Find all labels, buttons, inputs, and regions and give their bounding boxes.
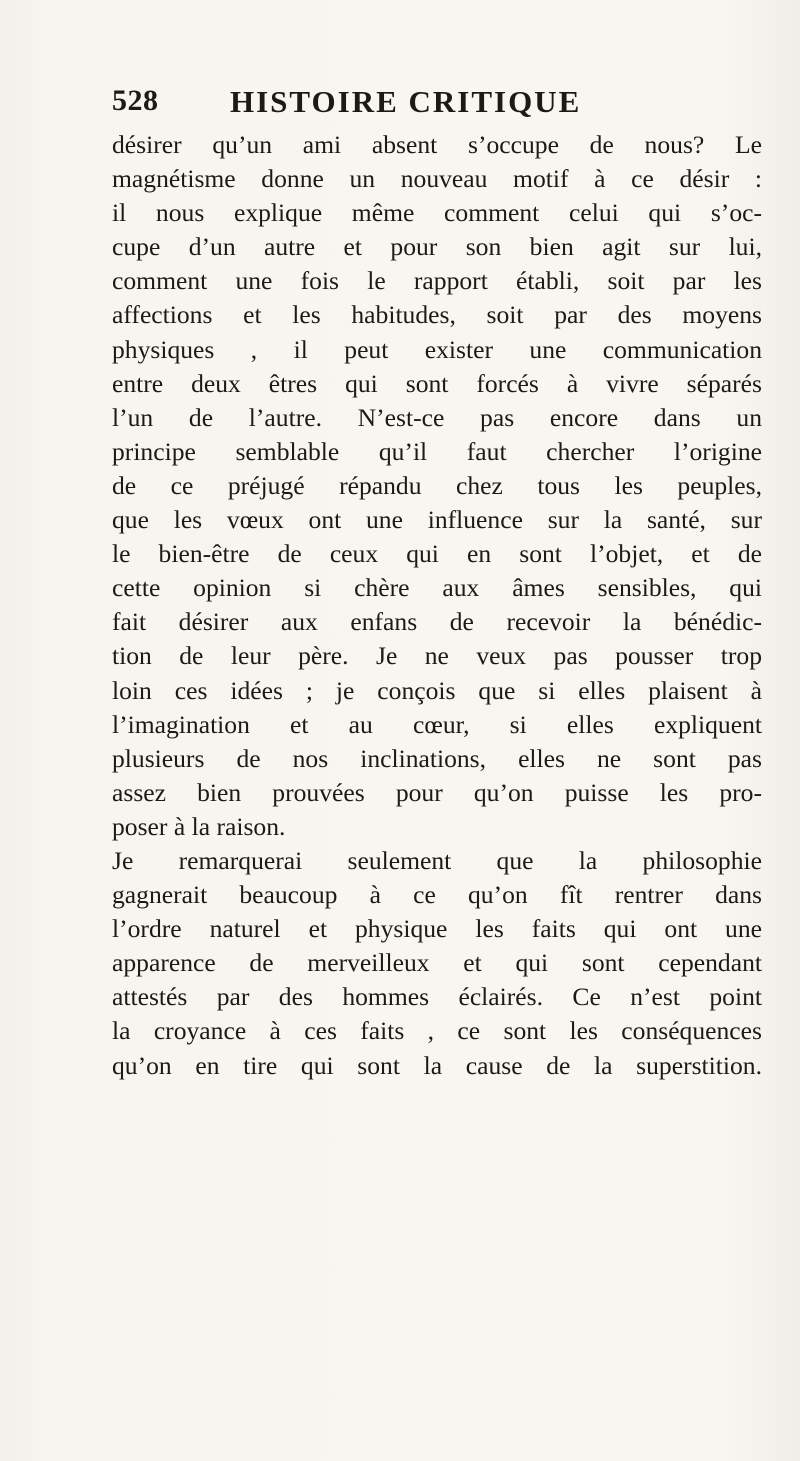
page-header: [112, 84, 672, 124]
text-line: affections et les habitudes, soit par des moyens: [112, 300, 762, 330]
text-line: la croyance à ces faits , ce sont les conséquences: [112, 1016, 762, 1046]
text-line: poser à la raison.: [112, 811, 286, 841]
text-line: principe semblable qu’il faut chercher l’origine: [112, 436, 762, 466]
text-line: magnétisme donne un nouveau motif à ce désir :: [112, 164, 762, 194]
text-line: plusieurs de nos inclinations, elles ne sont pas: [112, 743, 762, 773]
text-line: apparence de merveilleux et qui sont cependant: [112, 948, 762, 978]
text-line: entre deux êtres qui sont forcés à vivre séparés: [112, 368, 762, 398]
text-line: l’un de l’autre. N’est-ce pas encore dans un: [112, 402, 762, 432]
text-line: tion de leur père. Je ne veux pas pousser trop: [112, 641, 762, 671]
text-line: l’imagination et au cœur, si elles expliquent: [112, 709, 762, 739]
text-line: fait désirer aux enfans de recevoir la bénédic-: [112, 607, 762, 637]
text-line: l’ordre naturel et physique les faits qui ont une: [112, 914, 762, 944]
text-line: loin ces idées ; je conçois que si elles plaisent à: [112, 675, 762, 705]
running-head: HISTOIRE CRITIQUE: [230, 84, 582, 119]
text-line: physiques , il peut exister une communication: [112, 334, 762, 364]
text-line: assez bien prouvées pour qu’on puisse les pro-: [112, 777, 762, 807]
text-line: cette opinion si chère aux âmes sensibles, qui: [112, 573, 762, 603]
text-line: le bien-être de ceux qui en sont l’objet, et de: [112, 539, 762, 569]
text-line: Je remarquerai seulement que la philosophie: [112, 845, 762, 875]
text-line: désirer qu’un ami absent s’occupe de nous? Le: [112, 130, 762, 159]
text-line: de ce préjugé répandu chez tous les peuples,: [112, 470, 762, 500]
text-line: attestés par des hommes éclairés. Ce n’est point: [112, 982, 762, 1012]
text-line: gagnerait beaucoup à ce qu’on fît rentrer dans: [112, 880, 762, 910]
text-line: comment une fois le rapport établi, soit par les: [112, 266, 762, 296]
text-line: que les vœux ont une influence sur la santé, sur: [112, 505, 762, 535]
page-number: 528: [112, 84, 159, 117]
text-line: cupe d’un autre et pour son bien agit sur lui,: [112, 232, 762, 262]
text-line: qu’on en tire qui sont la cause de la superstition.: [112, 1050, 762, 1080]
body-text: [112, 128, 762, 1083]
text-line: il nous explique même comment celui qui s’oc-: [112, 198, 762, 228]
